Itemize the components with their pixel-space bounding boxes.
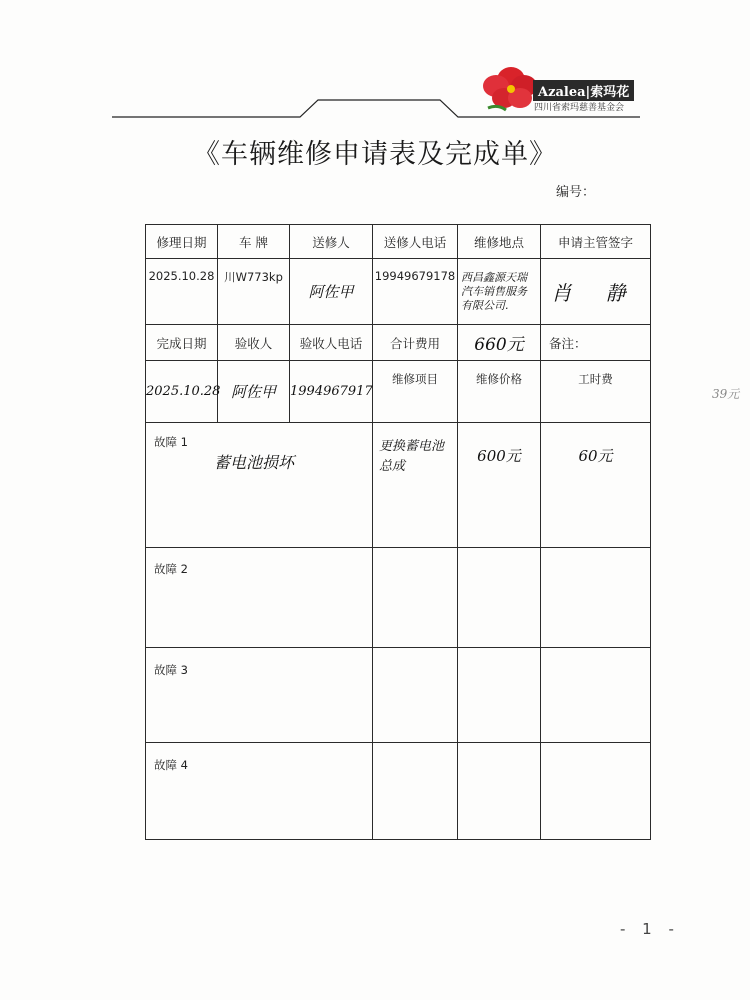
header-inspector-phone: 验收人电话 [290,325,373,361]
fault-1-cell [146,423,373,548]
header-labor-fee: 工时费 [541,361,651,423]
fault-4-label: 故障 4 [146,743,373,840]
header-finish-date: 完成日期 [146,325,218,361]
header-row-2 [146,325,651,361]
header-plate: 车 牌 [218,225,290,259]
sender-signature: 阿佐甲 [290,259,373,325]
plate-value: 川W773kp [218,259,290,325]
fault-1-repair-item: 更换蓄电池总成 [373,423,458,548]
repair-form-table [145,224,651,840]
total-cost-value: 660元 [458,325,541,361]
repair-location-value: 西昌鑫源天瑞汽车销售服务有限公司. [458,259,541,325]
data-row-2 [146,361,651,423]
header-sender-phone: 送修人电话 [373,225,458,259]
header-total-cost: 合计费用 [373,325,458,361]
fault-2-label: 故障 2 [146,548,373,648]
fault-row [146,548,651,648]
page-number: - 1 - [620,920,680,938]
header-supervisor-signature: 申请主管签字 [541,225,651,259]
fault-1-label: 故障 1 [154,435,188,449]
fault-3-repair-price [458,648,541,743]
fault-2-repair-item [373,548,458,648]
logo-brand-text: Azalea|索玛花 [533,80,634,101]
data-row-1 [146,259,651,325]
fault-2-labor-fee [541,548,651,648]
fault-4-labor-fee [541,743,651,840]
fault-4-repair-item [373,743,458,840]
repair-date-value: 2025.10.28 [146,259,218,325]
fault-row [146,423,651,548]
inspector-signature: 阿佐甲 [218,361,290,423]
fault-3-labor-fee [541,648,651,743]
fault-3-label: 故障 3 [146,648,373,743]
fault-1-labor-fee: 60元 [541,423,651,548]
header-divider-line [0,0,750,130]
header-repair-date: 修理日期 [146,225,218,259]
header-sender: 送修人 [290,225,373,259]
logo-organization-name: 四川省索玛慈善基金会 [534,103,625,113]
page-title: 《车辆维修申请表及完成单》 [193,139,557,170]
fault-4-repair-price [458,743,541,840]
supervisor-signature: 肖 静 [541,259,651,325]
header-row-1 [146,225,651,259]
fault-row [146,648,651,743]
finish-date-value: 2025.10.28 [146,361,218,423]
fault-2-repair-price [458,548,541,648]
fault-row [146,743,651,840]
remark-label: 备注： [541,325,651,361]
header-repair-item: 维修项目 [373,361,458,423]
fault-3-repair-item [373,648,458,743]
inspector-phone-value: 1994967917 [290,361,373,423]
serial-number-label: 编号： [556,185,596,200]
sender-phone-value: 19949679178 [373,259,458,325]
fault-1-description: 蓄电池损坏 [214,453,295,472]
fault-1-repair-price: 600元 [458,423,541,548]
header-repair-location: 维修地点 [458,225,541,259]
header-inspector: 验收人 [218,325,290,361]
header-repair-price: 维修价格 [458,361,541,423]
margin-handwritten-note: 39元 [712,387,740,401]
